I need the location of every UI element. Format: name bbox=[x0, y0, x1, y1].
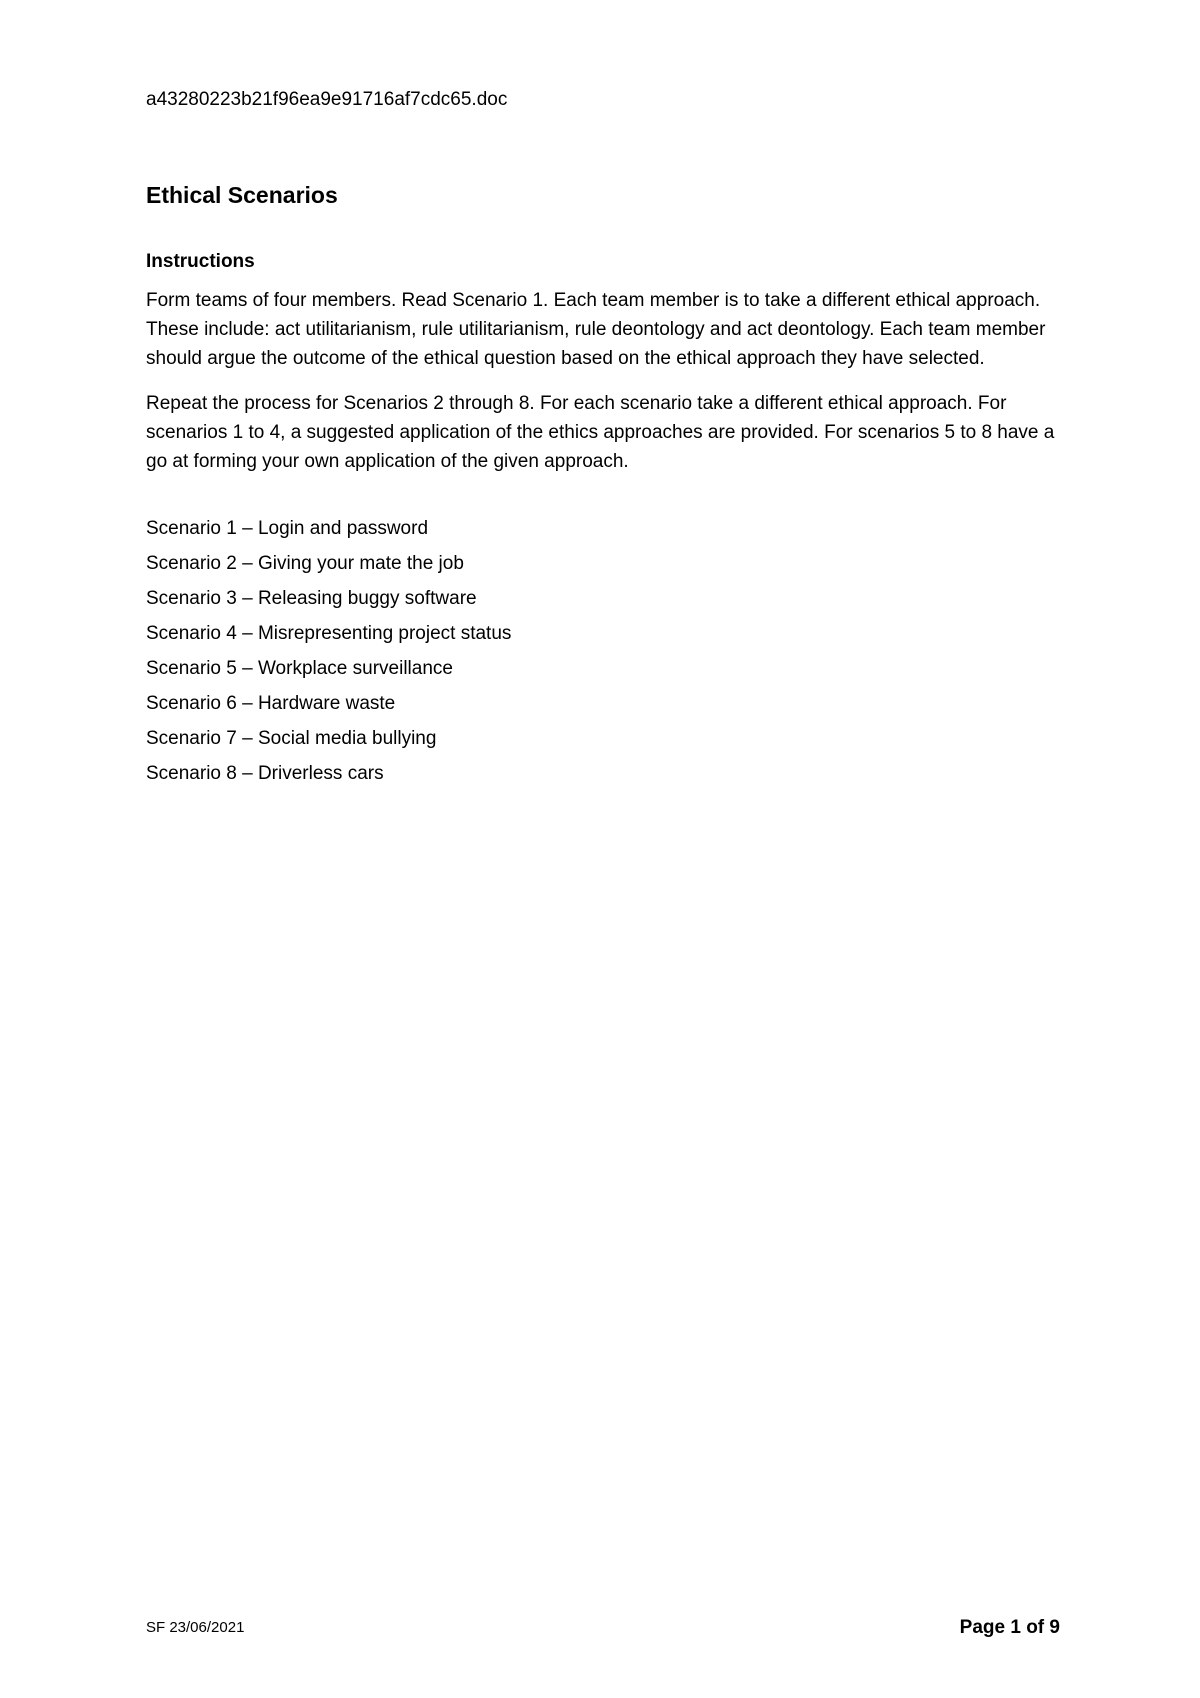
scenario-item-6: Scenario 6 – Hardware waste bbox=[146, 693, 396, 714]
page-of: of bbox=[1020, 1617, 1050, 1638]
instructions-heading: Instructions bbox=[146, 251, 255, 272]
header-filename: a43280223b21f96ea9e91716af7cdc65.doc bbox=[146, 89, 508, 110]
scenario-item-2: Scenario 2 – Giving your mate the job bbox=[146, 553, 464, 574]
scenario-item-8: Scenario 8 – Driverless cars bbox=[146, 763, 384, 784]
document-title: Ethical Scenarios bbox=[146, 182, 338, 208]
scenario-item-3: Scenario 3 – Releasing buggy software bbox=[146, 588, 477, 609]
scenario-item-5: Scenario 5 – Workplace surveillance bbox=[146, 658, 453, 679]
instructions-paragraph-1: Form teams of four members. Read Scenario 1. Each team member is to take a different ethical approach. These include: act utilitarianism, rule utilitarianism, rule deontology and act deontology. Each team member should argue the outcome of the ethical question based on the ethical approach they have selected. bbox=[146, 290, 1046, 369]
scenario-item-1: Scenario 1 – Login and password bbox=[146, 518, 429, 539]
footer-author-date: SF 23/06/2021 bbox=[146, 1619, 245, 1636]
document-body bbox=[146, 181, 1066, 791]
scenario-list bbox=[146, 511, 1066, 791]
instructions-paragraph-2: Repeat the process for Scenarios 2 through 8. For each scenario take a different ethical approach. For scenarios 1 to 4, a suggested application of the ethics approaches are provided. For scenarios 5 to 8 have a go at forming your own application of the given approach. bbox=[146, 393, 1055, 472]
page-label: Page bbox=[959, 1617, 1011, 1638]
footer-page-number bbox=[960, 1617, 1060, 1639]
page-current: 1 bbox=[1010, 1617, 1021, 1638]
scenario-item-7: Scenario 7 – Social media bullying bbox=[146, 728, 437, 749]
page-total: 9 bbox=[1049, 1617, 1060, 1638]
scenario-item-4: Scenario 4 – Misrepresenting project status bbox=[146, 623, 512, 644]
